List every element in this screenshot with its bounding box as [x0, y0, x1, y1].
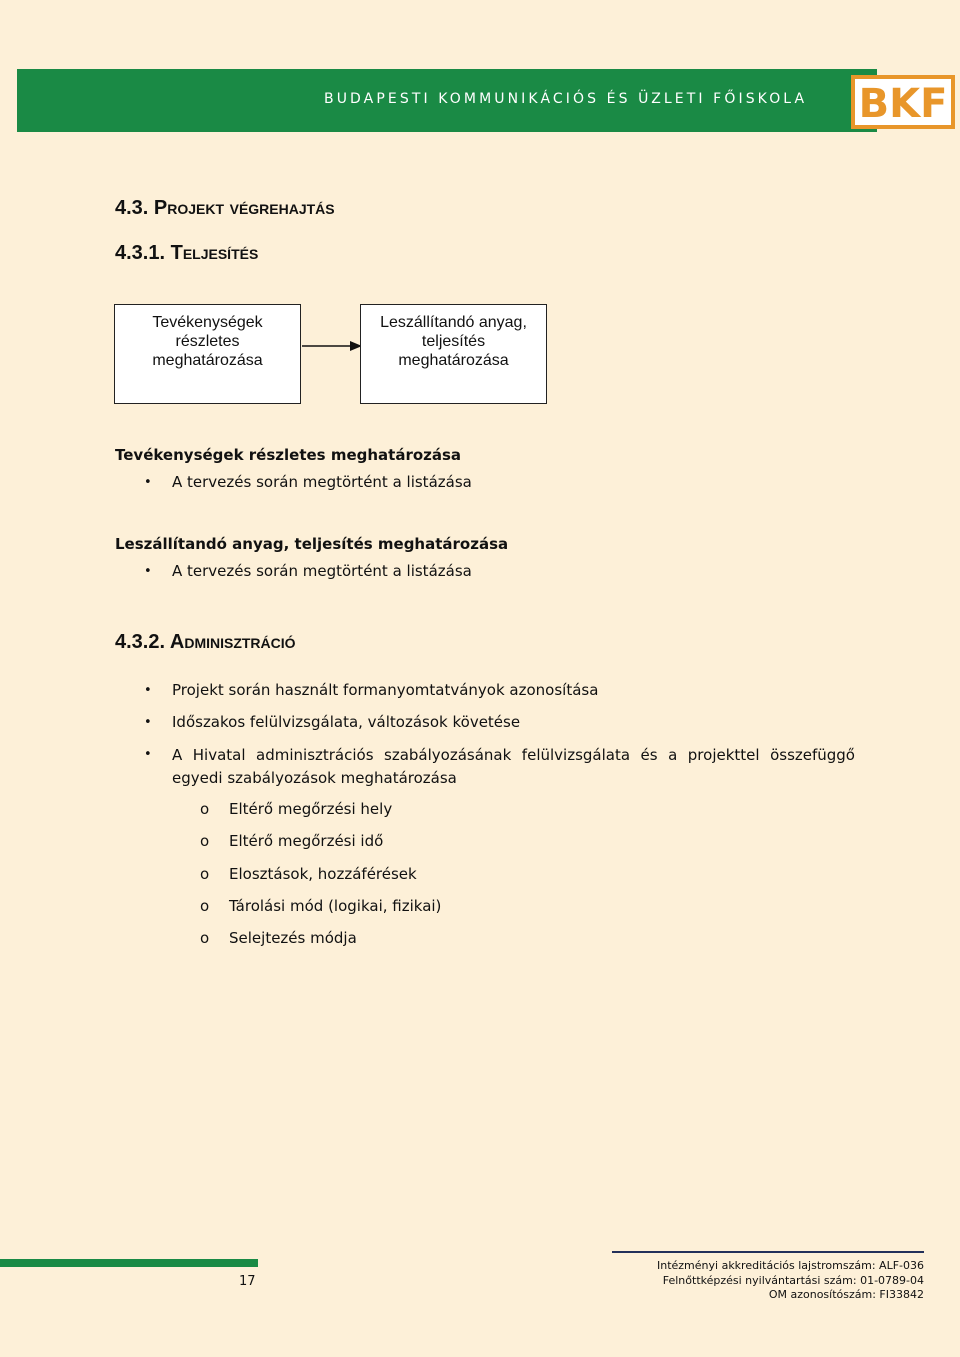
- bullet-icon: •: [144, 564, 152, 579]
- admin-subitem: Eltérő megőrzési idő: [229, 832, 384, 850]
- flow-box-deliverables: [360, 304, 547, 404]
- subsection2-number: 4.3.2.: [115, 631, 166, 653]
- flow-box-line: meghatározása: [152, 352, 263, 369]
- bullet-icon: •: [144, 475, 152, 490]
- subsection2-title-first: A: [169, 631, 185, 653]
- bullet-icon: •: [144, 683, 152, 698]
- admin-subitem: Elosztások, hozzáférések: [229, 865, 417, 883]
- subsection2-title-rest: dminisztráció: [184, 631, 296, 653]
- admin-item: Projekt során használt formanyomtatványok azonosítása: [172, 681, 599, 699]
- circle-bullet-icon: o: [200, 929, 210, 947]
- bkf-logo: [850, 74, 956, 130]
- section-title-first: P: [153, 197, 168, 219]
- section-title-rest: rojekt végrehajtás: [167, 197, 335, 219]
- flow-box-line: részletes: [175, 333, 240, 350]
- flow-box-activities: [114, 304, 301, 404]
- flow-box-line: Leszállítandó anyag,: [380, 314, 527, 331]
- bullet-icon: •: [144, 715, 152, 730]
- subsection-title: [115, 242, 258, 265]
- block1-item: A tervezés során megtörtént a listázása: [172, 473, 472, 491]
- bullet-icon: •: [144, 747, 152, 762]
- subsection-number: 4.3.1.: [115, 242, 166, 264]
- circle-bullet-icon: o: [200, 832, 210, 850]
- footer-divider: [612, 1251, 924, 1253]
- page-number: 17: [239, 1274, 256, 1289]
- block2-heading: Leszállítandó anyag, teljesítés meghatározása: [115, 535, 509, 553]
- admin-item: A Hivatal adminisztrációs szabályozásának felülvizsgálata és a projekttel összefüggő egyedi szabályozások meghatározása: [172, 746, 855, 787]
- subsection2-title: [115, 631, 296, 654]
- arrow-right-icon: [300, 336, 364, 356]
- admin-subitem: Tárolási mód (logikai, fizikai): [229, 897, 442, 915]
- footer-line: Felnőttképzési nyilvántartási szám: 01-0789-04: [662, 1273, 924, 1287]
- subsection-title-rest: eljesítés: [182, 242, 259, 264]
- circle-bullet-icon: o: [200, 800, 210, 818]
- section-title: [115, 197, 335, 220]
- footer-line: OM azonosítószám: FI33842: [768, 1288, 924, 1301]
- institution-name: BUDAPESTI KOMMUNIKÁCIÓS ÉS ÜZLETI FŐISKOLA: [324, 91, 808, 107]
- circle-bullet-icon: o: [200, 897, 210, 915]
- section-number: 4.3.: [115, 197, 149, 219]
- footer-info: [600, 1259, 924, 1303]
- admin-item: Időszakos felülvizsgálata, változások követése: [172, 713, 521, 731]
- block2-item: A tervezés során megtörtént a listázása: [172, 562, 472, 580]
- admin-subitem: Selejtezés módja: [229, 929, 357, 947]
- footer-green-bar: [0, 1259, 258, 1267]
- circle-bullet-icon: o: [200, 865, 210, 883]
- flow-box-line: Tevékenységek: [152, 314, 263, 331]
- flow-box-line: meghatározása: [398, 352, 509, 369]
- admin-subitem: Eltérő megőrzési hely: [229, 800, 393, 818]
- footer-line: Intézményi akkreditációs lajstromszám: ALF-036: [656, 1259, 924, 1272]
- flow-box-line: teljesítés: [421, 333, 486, 350]
- subsection-title-first: T: [170, 242, 183, 264]
- block1-heading: Tevékenységek részletes meghatározása: [115, 446, 462, 464]
- logo-text: BKF: [858, 81, 948, 127]
